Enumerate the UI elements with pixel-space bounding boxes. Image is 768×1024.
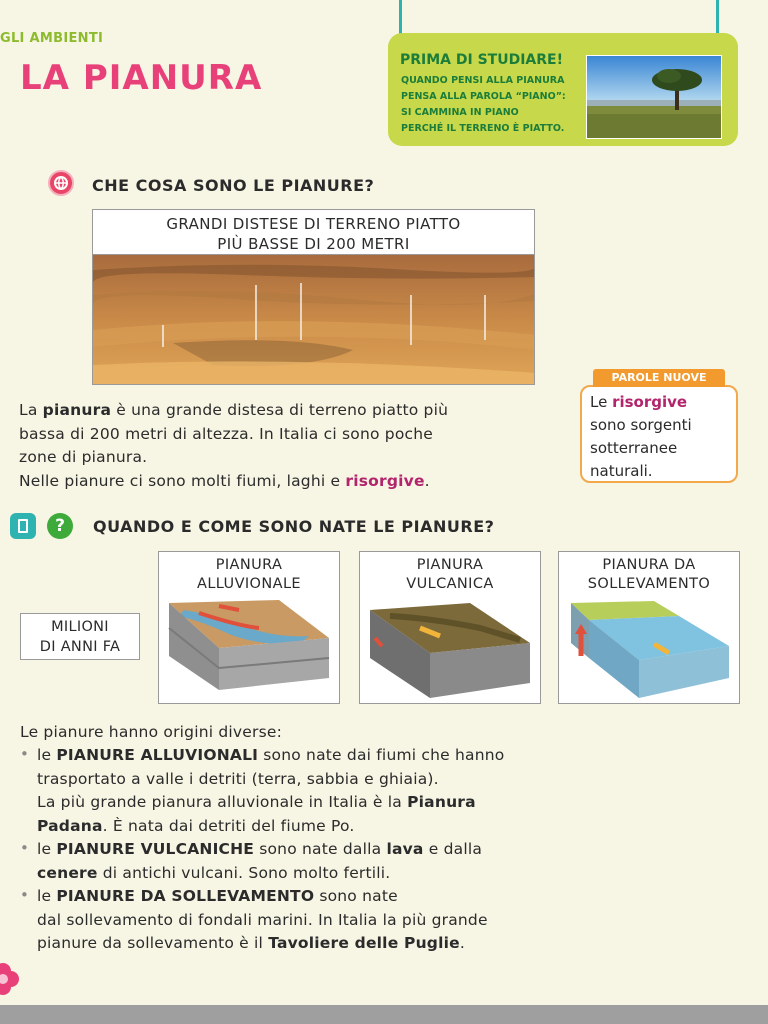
- bullet-alluvionali: le PIANURE ALLUVIONALI sono nate dai fiumi che hanno trasportato a valle i detriti (terra, sabbia e ghiaia). La più grande pianura alluvionale in Italia è la Pianura Padana. È nata dai detriti del fiume Po.: [37, 746, 505, 835]
- panel-sollevamento-label: PIANURA DA SOLLEVAMENTO: [587, 557, 711, 592]
- bullet-2: •: [20, 839, 29, 857]
- prima-text: QUANDO PENSI ALLA PIANURA PENSA ALLA PAROLA “PIANO”: SI CAMMINA IN PIANO PERCHÉ IL TERRENO È PIATTO.: [401, 75, 566, 134]
- prima-title: PRIMA DI STUDIARE!: [400, 52, 563, 68]
- question-badge-icon: ?: [47, 513, 73, 539]
- milioni-di-anni-fa-label: MILIONI DI ANNI FA: [20, 613, 140, 660]
- panel-alluvionale: [158, 551, 340, 704]
- section-tag: GLI AMBIENTI: [0, 31, 104, 46]
- globe-badge-icon: [48, 170, 74, 196]
- panel-alluvionale-label: PIANURA ALLUVIONALE: [197, 557, 301, 592]
- page-title: LA PIANURA: [20, 58, 263, 98]
- section2-heading: QUANDO E COME SONO NATE LE PIANURE?: [93, 517, 495, 536]
- definition-box: GRANDI DISTESE DI TERRENO PIATTO PIÙ BASSE DI 200 METRI: [92, 209, 535, 255]
- bullet-sollevamento: le PIANURE DA SOLLEVAMENTO sono nate dal sollevamento di fondali marini. In Italia la più grande pianure da sollevamento è il Tavoliere delle Puglie.: [37, 887, 488, 952]
- tree-plain-photo: [586, 55, 722, 139]
- bullet-vulcaniche: le PIANURE VULCANICHE sono nate dalla lava e dalla cenere di antichi vulcani. Sono molto fertili.: [37, 840, 483, 882]
- section1-heading: CHE COSA SONO LE PIANURE?: [92, 176, 375, 195]
- alluvial-block-diagram: [159, 598, 339, 703]
- parole-nuove-tab: PAROLE NUOVE: [593, 369, 725, 387]
- pink-flower-icon: [0, 962, 20, 996]
- section1-paragraph: La pianura è una grande distesa di terreno piatto più bassa di 200 metri di altezza. In Italia ci sono poche zone di pianura. Nelle pianure ci sono molti fiumi, laghi e risorgive.: [19, 401, 449, 490]
- bullet-3: •: [20, 886, 29, 904]
- section2-intro: Le pianure hanno origini diverse:: [20, 723, 283, 741]
- panel-vulcanica: [359, 551, 541, 704]
- parole-nuove-text: Le risorgive sono sorgenti sotterranee naturali.: [590, 393, 692, 480]
- uplift-block-diagram: [559, 598, 739, 703]
- bullet-1: •: [20, 745, 29, 763]
- page-bottom-bar: [0, 1005, 768, 1024]
- panel-vulcanica-label: PIANURA VULCANICA: [406, 557, 494, 592]
- wind-farm-plain-photo: [92, 255, 535, 385]
- panel-sollevamento: [558, 551, 740, 704]
- volcanic-block-diagram: [360, 598, 540, 703]
- book-badge-icon: [10, 513, 36, 539]
